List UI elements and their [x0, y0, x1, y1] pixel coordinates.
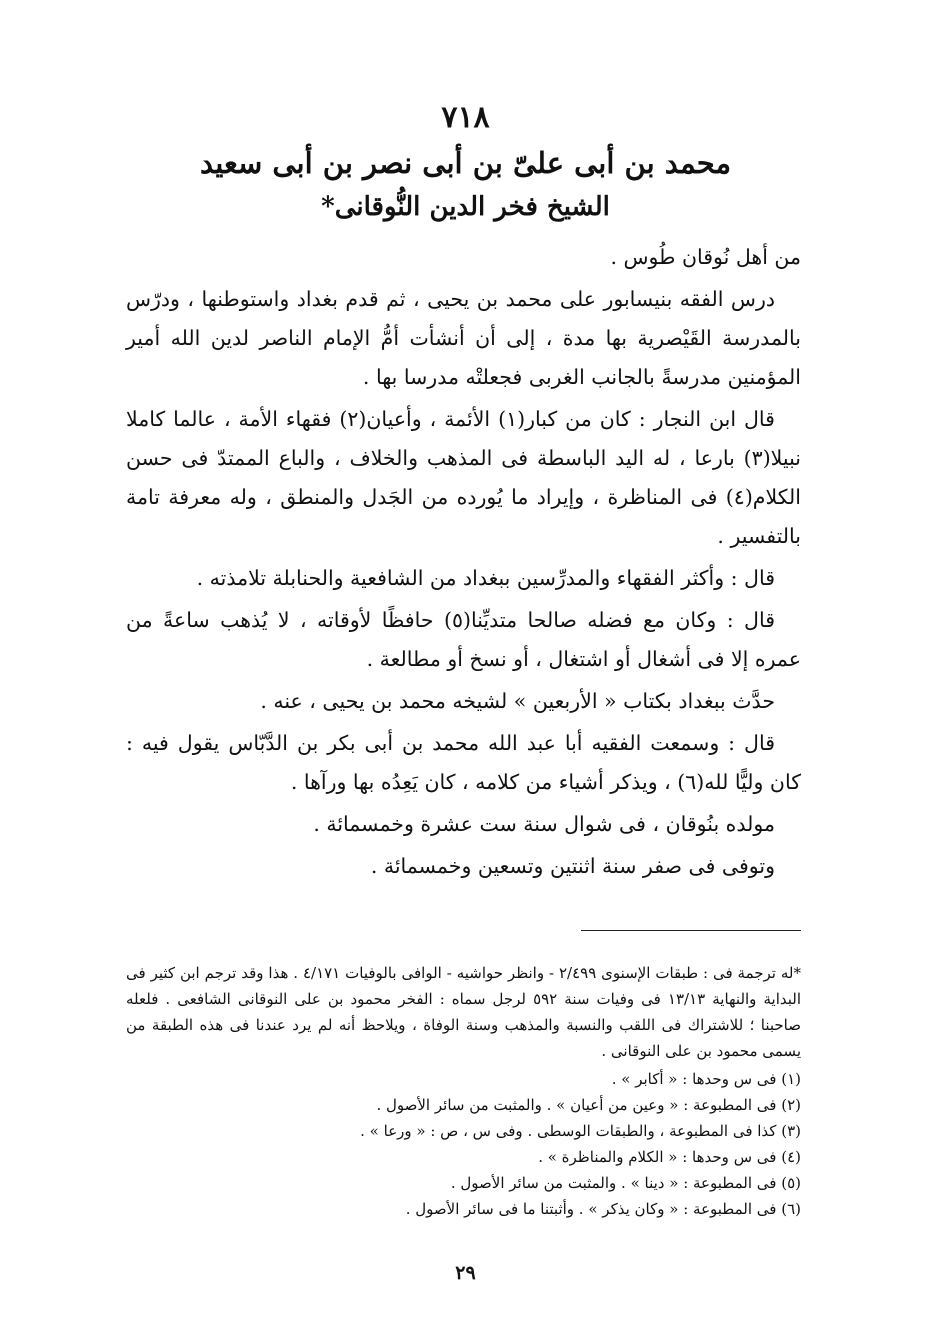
paragraph-hadith: حدَّث ببغداد بكتاب « الأربعين » لشيخه محمد بن يحيى ، عنه .: [260, 689, 775, 713]
paragraph-students: قال : وأكثر الفقهاء والمدرِّسين ببغداد من الشافعية والحنابلة تلامذته .: [196, 566, 775, 590]
footnote-2: (٢) فى المطبوعة : « وعين من أعيان » . والمثبت من سائر الأصول .: [376, 1096, 801, 1114]
footnote-6: (٦) فى المطبوعة : « وكان يذكر » . وأثبتنا ما فى سائر الأصول .: [405, 1200, 801, 1218]
paragraph-death: وتوفى فى صفر سنة اثنتين وتسعين وخمسمائة .: [370, 854, 775, 878]
paragraph-virtue: قال : وكان مع فضله صالحا متديِّنا(٥) حافظًا لأوقاته ، لا يُذهب ساعةً من عمره إلا فى أشغال أو اشتغال ، أو نسخ أو مطالعة .: [126, 608, 801, 671]
entry-name: محمد بن أبى علىّ بن أبى نصر بن أبى سعيد: [199, 146, 731, 180]
paragraph-dabbas: قال : وسمعت الفقيه أبا عبد الله محمد بن أبى بكر بن الدَّبّاس يقول فيه : كان وليًّا لله(٦) ، ويذكر أشياء من كلامه ، كان يَعِدُه بها ورآها .: [126, 731, 801, 794]
footnote-5: (٥) فى المطبوعة : « دينا » . والمثبت من سائر الأصول .: [450, 1174, 801, 1192]
footnote-3: (٣) كذا فى المطبوعة ، والطبقات الوسطى . وفى س ، ص : « ورعا » .: [360, 1122, 801, 1140]
paragraph-origin: من أهل نُوقان طُوس .: [610, 245, 801, 269]
page-number: ٢٩: [455, 1262, 476, 1284]
entry-number: ٧١٨: [441, 100, 490, 135]
paragraph-ibn-najjar: قال ابن النجار : كان من كبار(١) الأئمة ، وأعيان(٢) فقهاء الأمة ، عالما كاملا نبيلا(٣) بارعا ، له اليد الباسطة فى المذهب والخلاف ، والباع الممتدّ فى حسن الكلام(٤) فى المناظرة ، وإيراد ما يُورده من الجَدل والمنطق ، وله معرفة تامة بالتفسير .: [126, 407, 801, 548]
footnote-divider: [581, 930, 801, 931]
footnote-4: (٤) فى س وحدها : « الكلام والمناظرة » .: [538, 1148, 801, 1166]
entry-title: الشيخ فخر الدين النُّوقانى*: [321, 192, 610, 222]
biography-body: [126, 238, 801, 889]
footnote-1: (١) فى س وحدها : « أكابر » .: [611, 1070, 801, 1088]
footnotes: [126, 960, 801, 1222]
footnote-main: *له ترجمة فى : طبقات الإسنوى ٢/٤٩٩ - وانظر حواشيه - الوافى بالوفيات ٤/١٧١ . هذا وقد ترجم ابن كثير فى البداية والنهاية ١٣/١٣ فى وفيات سنة ٥٩٢ لرجل سماه : الفخر محمود بن على النوقانى الشافعى . فلعله صاحبنا ؛ للاشتراك فى اللقب والنسبة والمذهب وسنة الوفاة ، ويلاحظ أنه لم يرد عندنا فى هذه الطبقة من يسمى محمود بن على النوقانى .: [126, 964, 802, 1060]
paragraph-birth: مولده بنُوقان ، فى شوال سنة ست عشرة وخمسمائة .: [313, 812, 775, 836]
paragraph-study: درس الفقه بنيسابور على محمد بن يحيى ، ثم قدم بغداد واستوطنها ، ودرّس بالمدرسة القَيْصرية بها مدة ، إلى أن أنشأت أمُّ الإمام الناصر لدين الله أمير المؤمنين مدرسةً بالجانب الغربى فجعلتْه مدرسا بها .: [126, 287, 801, 389]
